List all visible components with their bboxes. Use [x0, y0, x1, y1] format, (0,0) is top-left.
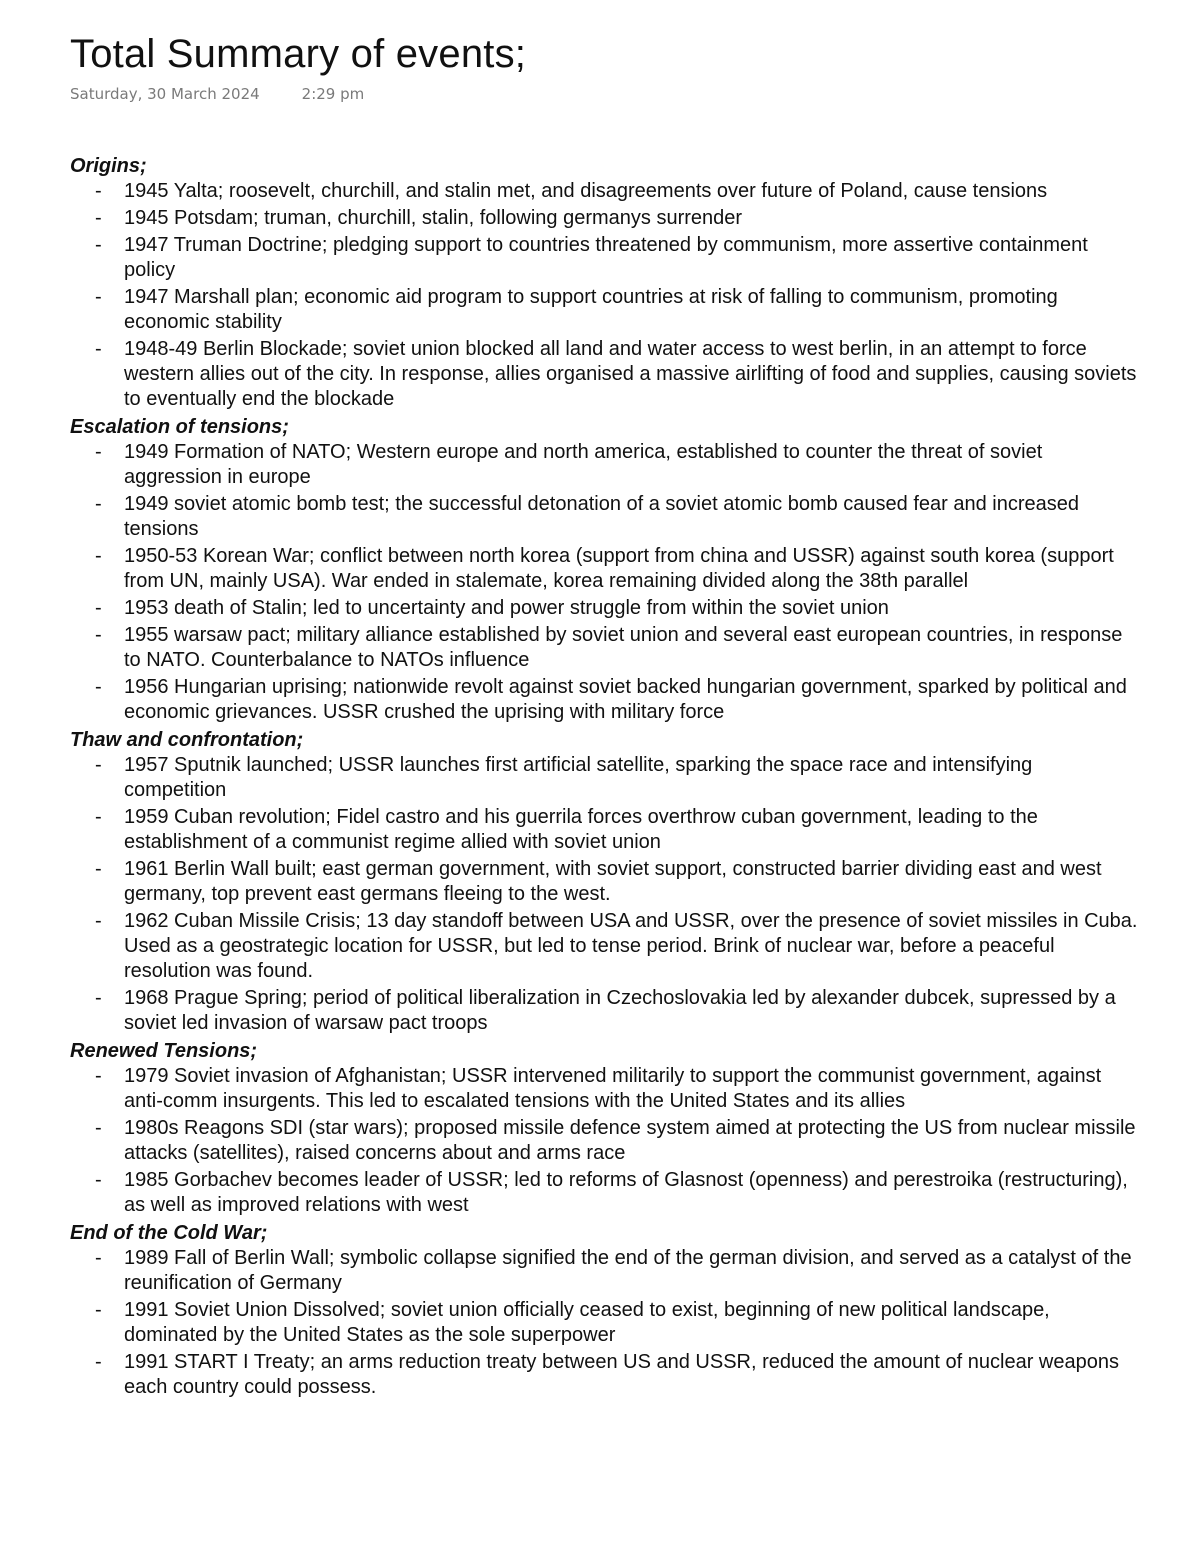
bullet-dash: - — [95, 806, 102, 828]
page-date: Saturday, 30 March 2024 — [70, 85, 260, 103]
page-time: 2:29 pm — [301, 85, 365, 103]
bullet-dash: - — [95, 493, 102, 515]
list-item: - 1948-49 Berlin Blockade; soviet union blocked all land and water access to west berlin, in an attempt to force western allies out of the city. In response, allies organised a massive airlifting of food and supplies, causing soviets to eventually end the blockade — [95, 338, 1137, 410]
bullet-dash: - — [95, 180, 102, 202]
list-item: - 1957 Sputnik launched; USSR launches first artificial satellite, sparking the space race and intensifying competition — [95, 754, 1033, 801]
list-item: - 1950-53 Korean War; conflict between north korea (support from china and USSR) against south korea (support from UN, mainly USA). War ended in stalemate, korea remaining divided along the 38th parallel — [95, 545, 1114, 592]
section-heading: Thaw and confrontation; — [70, 729, 304, 751]
section-thaw-and-confrontation — [70, 727, 1140, 1036]
bullet-dash: - — [95, 441, 102, 463]
bullet-dash: - — [95, 234, 102, 256]
list-item: - 1980s Reagons SDI (star wars); proposed missile defence system aimed at protecting the US from nuclear missile attacks (satellites), raised concerns about and arms race — [95, 1117, 1136, 1164]
bullet-dash: - — [95, 1169, 102, 1191]
note-content — [70, 153, 1140, 1402]
list-item: - 1949 soviet atomic bomb test; the successful detonation of a soviet atomic bomb caused fear and increased tensions — [95, 493, 1079, 540]
list-item: - 1947 Marshall plan; economic aid program to support countries at risk of falling to communism, promoting economic stability — [95, 286, 1058, 333]
list-item: - 1989 Fall of Berlin Wall; symbolic collapse signified the end of the german division, and served as a catalyst of the reunification of Germany — [95, 1247, 1132, 1294]
bullet-dash: - — [95, 286, 102, 308]
list-item: - 1968 Prague Spring; period of political liberalization in Czechoslovakia led by alexander dubcek, supressed by a soviet led invasion of warsaw pact troops — [95, 987, 1116, 1034]
list-item: - 1945 Potsdam; truman, churchill, stalin, following germanys surrender — [95, 207, 743, 229]
bullet-dash: - — [95, 597, 102, 619]
page-title: Total Summary of events; — [70, 32, 527, 76]
bullet-dash: - — [95, 545, 102, 567]
list-item: - 1947 Truman Doctrine; pledging support to countries threatened by communism, more assertive containment policy — [95, 234, 1088, 281]
bullet-dash: - — [95, 754, 102, 776]
page-timestamp — [70, 84, 364, 104]
section-escalation-of-tensions — [70, 414, 1140, 725]
list-item: - 1979 Soviet invasion of Afghanistan; USSR intervened militarily to support the communist government, against anti-comm insurgents. This led to escalated tensions with the United States and its allies — [95, 1065, 1102, 1112]
bullet-dash: - — [95, 1351, 102, 1373]
section-heading: Origins; — [70, 155, 147, 177]
list-item: - 1945 Yalta; roosevelt, churchill, and stalin met, and disagreements over future of Poland, cause tensions — [95, 180, 1048, 202]
section-origins — [70, 153, 1140, 412]
bullet-dash: - — [95, 1117, 102, 1139]
bullet-dash: - — [95, 858, 102, 880]
bullet-dash: - — [95, 624, 102, 646]
list-item: - 1961 Berlin Wall built; east german government, with soviet support, constructed barrier dividing east and west germany, top prevent east germans fleeing to the west. — [95, 858, 1102, 905]
bullet-dash: - — [95, 676, 102, 698]
list-item: - 1991 Soviet Union Dissolved; soviet union officially ceased to exist, beginning of new political landscape, dominated by the United States as the sole superpower — [95, 1299, 1050, 1346]
bullet-dash: - — [95, 1065, 102, 1087]
bullet-dash: - — [95, 1299, 102, 1321]
section-heading: Renewed Tensions; — [70, 1040, 258, 1062]
list-item: - 1955 warsaw pact; military alliance established by soviet union and several east european countries, in response to NATO. Counterbalance to NATOs influence — [95, 624, 1123, 671]
bullet-dash: - — [95, 1247, 102, 1269]
list-item: - 1953 death of Stalin; led to uncertainty and power struggle from within the soviet union — [95, 597, 889, 619]
list-item: - 1956 Hungarian uprising; nationwide revolt against soviet backed hungarian government, sparked by political and economic grievances. USSR crushed the uprising with military force — [95, 676, 1127, 723]
section-heading: Escalation of tensions; — [70, 416, 289, 438]
section-heading: End of the Cold War; — [70, 1222, 268, 1244]
bullet-dash: - — [95, 910, 102, 932]
bullet-dash: - — [95, 338, 102, 360]
list-item: - 1985 Gorbachev becomes leader of USSR; led to reforms of Glasnost (openness) and perestroika (restructuring), as well as improved relations with west — [95, 1169, 1128, 1216]
list-item: - 1991 START I Treaty; an arms reduction treaty between US and USSR, reduced the amount of nuclear weapons each country could possess. — [95, 1351, 1119, 1398]
list-item: - 1949 Formation of NATO; Western europe and north america, established to counter the threat of soviet aggression in europe — [95, 441, 1043, 488]
list-item: - 1959 Cuban revolution; Fidel castro and his guerrila forces overthrow cuban government, leading to the establishment of a communist regime allied with soviet union — [95, 806, 1038, 853]
list-item: - 1962 Cuban Missile Crisis; 13 day standoff between USA and USSR, over the presence of soviet missiles in Cuba. Used as a geostrategic location for USSR, but led to tense period. Brink of nuclear war, before a peaceful resolution was found. — [95, 910, 1138, 982]
section-end-of-the-cold-war — [70, 1220, 1140, 1400]
bullet-dash: - — [95, 987, 102, 1009]
bullet-dash: - — [95, 207, 102, 229]
section-renewed-tensions — [70, 1038, 1140, 1218]
